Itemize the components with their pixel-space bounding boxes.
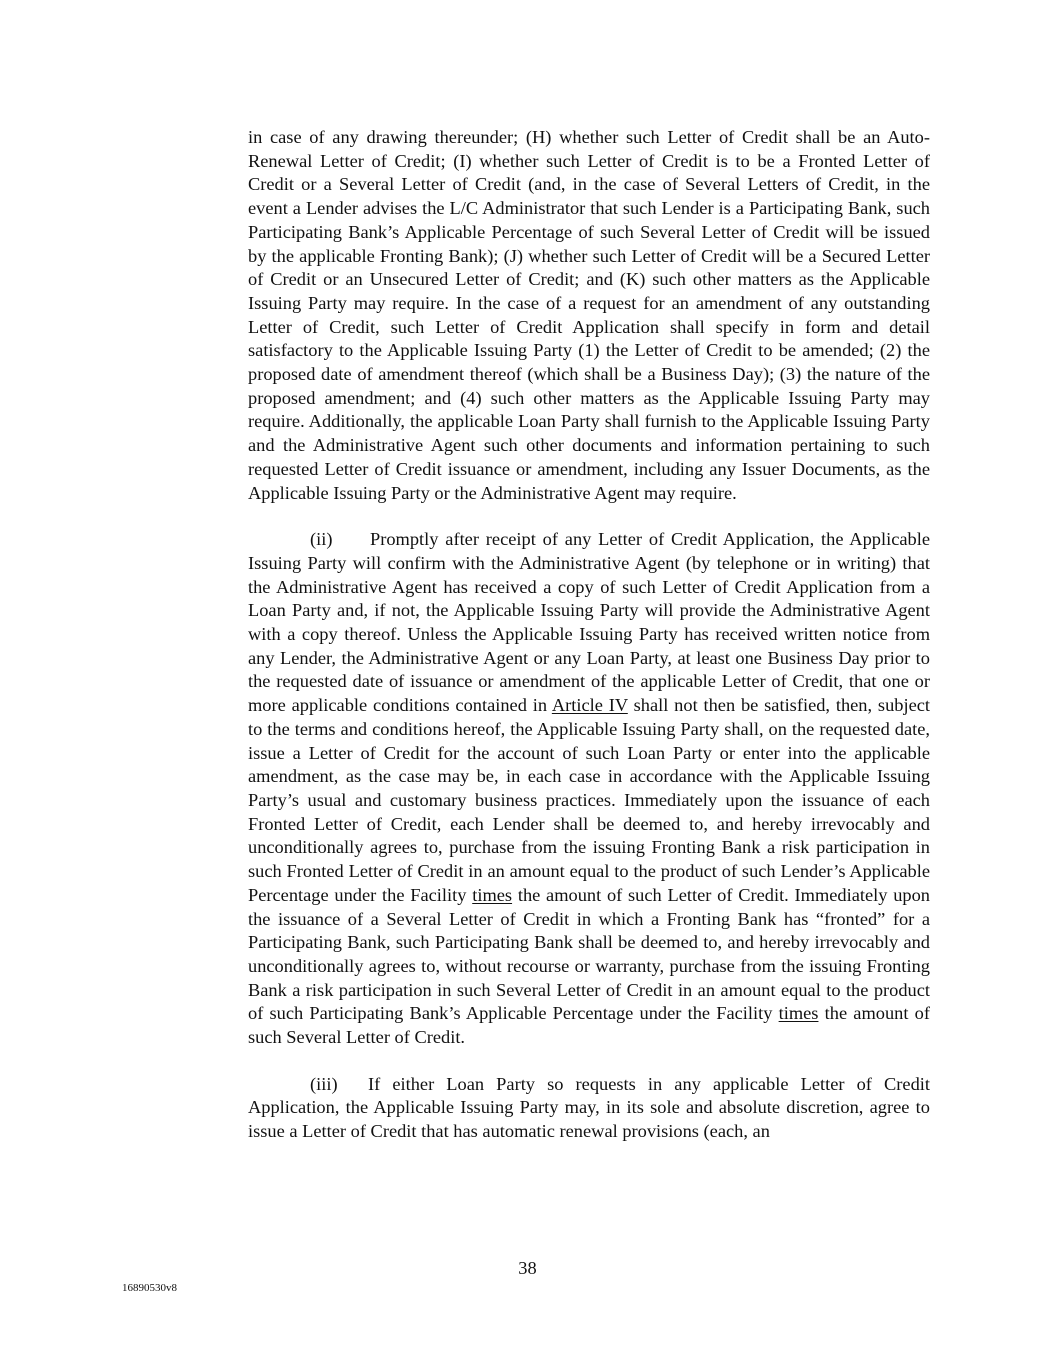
page-number: 38 (518, 1258, 537, 1278)
article-reference: Article IV (551, 695, 628, 716)
paragraph-text: Promptly after receipt of any Letter of Credit Application, the Applicable Issuing Party will confirm with the Administrative Agent (by telephone or in writing) that the Administrative Agent has received a copy of such Letter of Credit Application from a Loan Party and, if not, the Applicable Issuing Party will provide the Administrative Agent with a copy thereof. Unless the Applicable Issuing Party has received written notice from any Lender, the Administrative Agent or any Loan Party, at least one Business Day prior to the requested date of issuance or amendment of the applicable Letter of Credit, that one or more applicable conditions contained in (248, 529, 930, 716)
times-emphasis: times (472, 884, 513, 905)
times-emphasis: times (778, 1003, 819, 1024)
paragraph-iii (248, 1073, 930, 1144)
paragraph-text: shall not then be satisfied, then, subject to the terms and conditions hereof, the Applicable Issuing Party shall, on the requested date, issue a Letter of Credit for the account of such Loan Party or enter into the applicable amendment, as the case may be, in each case in accordance with the Applicable Issuing Party’s usual and customary business practices. Immediately upon the issuance of each Fronted Letter of Credit, each Lender shall be deemed to, and hereby irrevocably and unconditionally agrees to, purchase from the issuing Fronting Bank a risk participation in such Fronted Letter of Credit in an amount equal to the product of such Lender’s Applicable Percentage under the Facility (248, 695, 931, 905)
paragraph-text: If either Loan Party so requests in any applicable Letter of Credit Application, the Applicable Issuing Party may, in its sole and absolute discretion, agree to issue a Letter of Credit that has automatic renewal provisions (each, an (248, 1073, 930, 1142)
paragraph-number: (ii) (310, 529, 333, 550)
paragraph-continuation: in case of any drawing thereunder; (H) whether such Letter of Credit shall be an Auto-Renewal Letter of Credit; (I) whether such Letter of Credit is to be a Fronted Letter of Credit or a Several Letter of Credit (and, in the case of Several Letters of Credit, in the event a Lender advises the L/C Administrator that such Lender is a Participating Bank, such Participating Bank’s Applicable Percentage of such Several Letter of Credit will be issued by the applicable Fronting Bank); (J) whether such Letter of Credit will be a Secured Letter of Credit or an Unsecured Letter of Credit; and (K) such other matters as the Applicable Issuing Party may require. In the case of a request for an amendment of any outstanding Letter of Credit, such Letter of Credit Application shall specify in form and detail satisfactory to the Applicable Issuing Party (1) the Letter of Credit to be amended; (2) the proposed date of amendment thereof (which shall be a Business Day); (3) the nature of the proposed amendment; and (4) such other matters as the Applicable Issuing Party may require. Additionally, the applicable Loan Party shall furnish to the Applicable Issuing Party and the Administrative Agent such other documents and information pertaining to such requested Letter of Credit issuance or amendment, including any Issuer Documents, as the Applicable Issuing Party or the Administrative Agent may require. (248, 127, 930, 503)
paragraph-ii (248, 528, 930, 1049)
document-id: 16890530v8 (122, 1282, 177, 1294)
paragraph-text: the amount of such Several Letter of Credit. (248, 1003, 930, 1048)
document-body (248, 126, 930, 1167)
paragraph-text: the amount of such Letter of Credit. Immediately upon the issuance of a Several Letter of Credit in which a Fronting Bank has “fronted” for a Participating Bank, such Participating Bank shall be deemed to, and hereby irrevocably and unconditionally agrees to, without recourse or warranty, purchase from the issuing Fronting Bank a risk participation in such Several Letter of Credit in an amount equal to the product of such Participating Bank’s Applicable Percentage under the Facility (248, 884, 930, 1024)
paragraph-number: (iii) (310, 1073, 338, 1094)
